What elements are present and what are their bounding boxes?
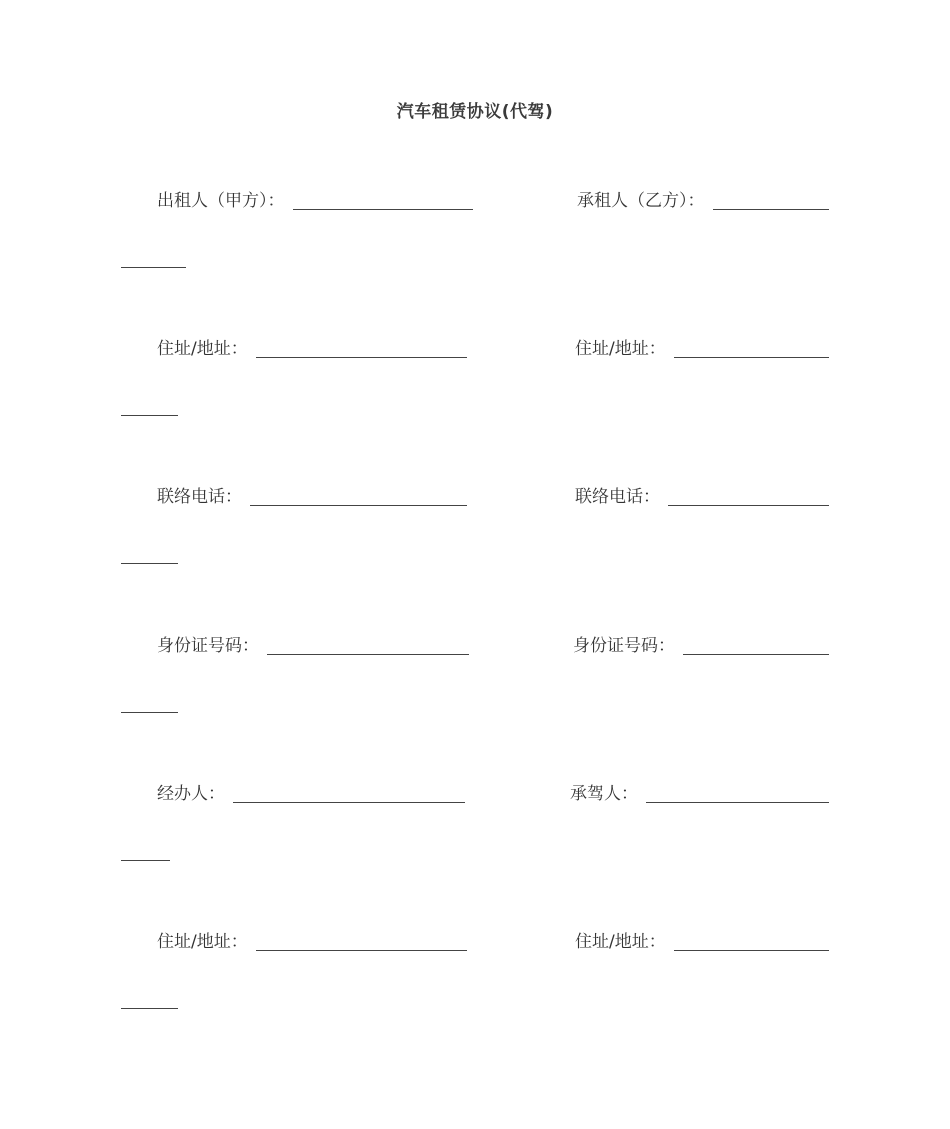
driver-address-blank[interactable] [674, 930, 829, 951]
driver-blank-continuation[interactable] [121, 860, 170, 861]
handler-blank[interactable] [233, 782, 465, 803]
lessor-phone-field[interactable] [157, 485, 467, 509]
lessee-address-blank[interactable] [674, 337, 829, 358]
lessee-name-field[interactable] [577, 189, 829, 213]
driver-field[interactable] [570, 782, 829, 806]
lessor-phone-label: 联络电话： [157, 487, 242, 507]
handler-label: 经办人： [157, 784, 225, 804]
lessor-id-number-field[interactable] [157, 634, 469, 658]
lessee-id-number-blank[interactable] [683, 634, 829, 655]
driver-blank[interactable] [646, 782, 829, 803]
handler-address-label: 住址/地址： [157, 932, 248, 952]
lessee-phone-blank-continuation[interactable] [121, 563, 178, 564]
lessor-address-field[interactable] [157, 337, 467, 361]
lessor-address-label: 住址/地址： [157, 339, 248, 359]
lessee-address-field[interactable] [575, 337, 829, 361]
lessee-address-label: 住址/地址： [575, 339, 666, 359]
lessor-id-number-blank[interactable] [267, 634, 469, 655]
lessor-name-label: 出租人（甲方）： [157, 191, 285, 211]
lessee-id-number-blank-continuation[interactable] [121, 712, 178, 713]
driver-address-blank-continuation[interactable] [121, 1008, 178, 1009]
lessee-id-number-field[interactable] [573, 634, 829, 658]
lessee-phone-blank[interactable] [668, 485, 829, 506]
lessor-address-blank[interactable] [256, 337, 467, 358]
lessor-name-field[interactable] [157, 189, 473, 213]
handler-address-blank[interactable] [256, 930, 467, 951]
handler-field[interactable] [157, 782, 465, 806]
driver-address-field[interactable] [575, 930, 829, 954]
driver-label: 承驾人： [570, 784, 638, 804]
lessee-id-number-label: 身份证号码： [573, 636, 675, 656]
lessor-id-number-label: 身份证号码： [157, 636, 259, 656]
lessee-phone-field[interactable] [575, 485, 829, 509]
handler-address-field[interactable] [157, 930, 467, 954]
lessor-name-blank[interactable] [293, 189, 474, 210]
driver-address-label: 住址/地址： [575, 932, 666, 952]
lessor-phone-blank[interactable] [250, 485, 467, 506]
lessee-name-blank-continuation[interactable] [121, 267, 186, 268]
lessee-phone-label: 联络电话： [575, 487, 660, 507]
lessee-address-blank-continuation[interactable] [121, 415, 178, 416]
lessee-name-label: 承租人（乙方）： [577, 191, 705, 211]
document-title: 汽车租赁协议(代驾) [396, 102, 554, 122]
lessee-name-blank[interactable] [713, 189, 830, 210]
